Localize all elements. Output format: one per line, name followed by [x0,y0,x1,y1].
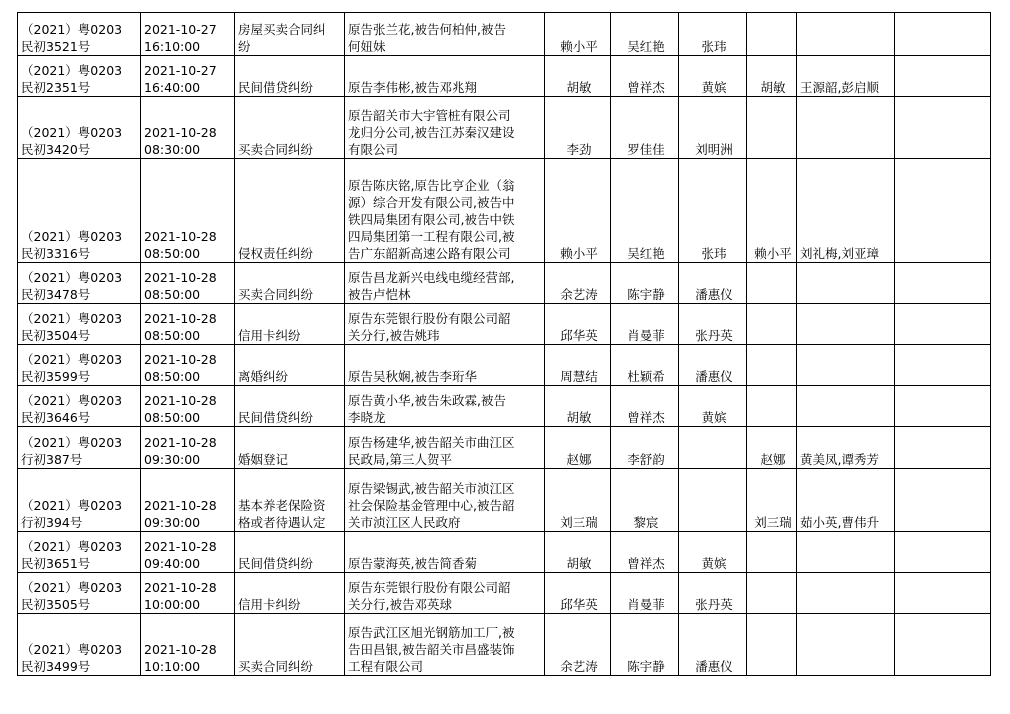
case-number-cell: （2021）粤0203 民初3316号 [18,159,141,263]
panel-members-cell [797,263,895,304]
table-row [18,614,991,676]
clerk-cell: 潘惠仪 [679,345,747,386]
clerk-cell: 张玮 [679,159,747,263]
presiding-judge-cell [747,304,797,345]
case-cause-cell: 基本养老保险资 格或者待遇认定 [235,469,345,532]
table-row [18,263,991,304]
table-row [18,469,991,532]
case-cause-cell: 侵权责任纠纷 [235,159,345,263]
presiding-judge-cell: 胡敏 [747,56,797,97]
presiding-judge-cell [747,263,797,304]
panel-members-cell: 刘礼梅,刘亚璋 [797,159,895,263]
blank-cell [895,386,991,427]
parties-cell: 原告梁锡武,被告韶关市浈江区 社会保险基金管理中心,被告韶 关市浈江区人民政府 [345,469,545,532]
clerk-cell: 黄嫔 [679,532,747,573]
case-number-cell: （2021）粤0203 民初3646号 [18,386,141,427]
parties-cell: 原告韶关市大宇管桩有限公司 龙归分公司,被告江苏秦汉建设 有限公司 [345,97,545,159]
assistant-cell: 李舒韵 [611,427,679,469]
assistant-cell: 吴红艳 [611,159,679,263]
hearing-time-cell: 2021-10-28 08:30:00 [141,97,235,159]
blank-cell [895,469,991,532]
clerk-cell: 刘明洲 [679,97,747,159]
panel-members-cell: 黄美凤,谭秀芳 [797,427,895,469]
blank-cell [895,614,991,676]
case-number-cell: （2021）粤0203 民初3651号 [18,532,141,573]
panel-members-cell [797,304,895,345]
case-cause-cell: 信用卡纠纷 [235,304,345,345]
parties-cell: 原告张兰花,被告何柏仲,被告 何妞妹 [345,13,545,56]
judge-cell: 赖小平 [545,159,611,263]
presiding-judge-cell: 赵娜 [747,427,797,469]
case-cause-cell: 买卖合同纠纷 [235,614,345,676]
hearing-time-cell: 2021-10-28 09:30:00 [141,427,235,469]
blank-cell [895,345,991,386]
table-row [18,97,991,159]
table-row [18,56,991,97]
presiding-judge-cell [747,345,797,386]
presiding-judge-cell: 赖小平 [747,159,797,263]
hearing-time-cell: 2021-10-27 16:40:00 [141,56,235,97]
hearing-time-cell: 2021-10-27 16:10:00 [141,13,235,56]
case-number-cell: （2021）粤0203 民初3504号 [18,304,141,345]
parties-cell: 原告东莞银行股份有限公司韶 关分行,被告邓英球 [345,573,545,614]
case-number-cell: （2021）粤0203 民初3499号 [18,614,141,676]
parties-cell: 原告昌龙新兴电线电缆经营部, 被告卢恺林 [345,263,545,304]
assistant-cell: 曾祥杰 [611,386,679,427]
case-cause-cell: 民间借贷纠纷 [235,532,345,573]
parties-cell: 原告李伟彬,被告邓兆翔 [345,56,545,97]
assistant-cell: 罗佳佳 [611,97,679,159]
panel-members-cell [797,386,895,427]
panel-members-cell [797,614,895,676]
judge-cell: 邱华英 [545,304,611,345]
presiding-judge-cell: 刘三瑞 [747,469,797,532]
parties-cell: 原告陈庆铭,原告比亨企业（翁 源）综合开发有限公司,被告中 铁四局集团有限公司,被告中铁 四局集团第一工程有限公司,被 告广东韶新高速公路有限公司 [345,159,545,263]
clerk-cell: 潘惠仪 [679,614,747,676]
panel-members-cell [797,13,895,56]
case-cause-cell: 民间借贷纠纷 [235,56,345,97]
case-number-cell: （2021）粤0203 民初3521号 [18,13,141,56]
panel-members-cell [797,97,895,159]
hearing-time-cell: 2021-10-28 08:50:00 [141,386,235,427]
clerk-cell: 黄嫔 [679,386,747,427]
assistant-cell: 黎宸 [611,469,679,532]
hearing-time-cell: 2021-10-28 08:50:00 [141,345,235,386]
clerk-cell: 黄嫔 [679,56,747,97]
clerk-cell [679,427,747,469]
table-body [18,13,991,676]
clerk-cell: 张丹英 [679,573,747,614]
assistant-cell: 吴红艳 [611,13,679,56]
clerk-cell: 潘惠仪 [679,263,747,304]
assistant-cell: 曾祥杰 [611,56,679,97]
presiding-judge-cell [747,13,797,56]
presiding-judge-cell [747,97,797,159]
judge-cell: 赖小平 [545,13,611,56]
table-row [18,345,991,386]
assistant-cell: 陈宇静 [611,614,679,676]
presiding-judge-cell [747,573,797,614]
case-number-cell: （2021）粤0203 行初394号 [18,469,141,532]
clerk-cell: 张玮 [679,13,747,56]
case-number-cell: （2021）粤0203 民初3505号 [18,573,141,614]
blank-cell [895,263,991,304]
panel-members-cell [797,345,895,386]
case-cause-cell: 买卖合同纠纷 [235,97,345,159]
presiding-judge-cell [747,614,797,676]
clerk-cell: 张丹英 [679,304,747,345]
blank-cell [895,13,991,56]
assistant-cell: 杜颖希 [611,345,679,386]
panel-members-cell: 茹小英,曹伟升 [797,469,895,532]
judge-cell: 李劲 [545,97,611,159]
table-row [18,304,991,345]
case-cause-cell: 婚姻登记 [235,427,345,469]
judge-cell: 周慧结 [545,345,611,386]
parties-cell: 原告武江区旭光钢筋加工厂,被 告田昌银,被告韶关市昌盛装饰 工程有限公司 [345,614,545,676]
judge-cell: 胡敏 [545,386,611,427]
hearing-time-cell: 2021-10-28 10:10:00 [141,614,235,676]
judge-cell: 余艺涛 [545,263,611,304]
case-number-cell: （2021）粤0203 民初2351号 [18,56,141,97]
judge-cell: 刘三瑞 [545,469,611,532]
table-row [18,427,991,469]
table-row [18,532,991,573]
case-cause-cell: 买卖合同纠纷 [235,263,345,304]
assistant-cell: 肖曼菲 [611,304,679,345]
table-row [18,386,991,427]
table-row [18,573,991,614]
parties-cell: 原告蒙海英,被告简香菊 [345,532,545,573]
panel-members-cell [797,573,895,614]
panel-members-cell: 王源韶,彭启顺 [797,56,895,97]
judge-cell: 赵娜 [545,427,611,469]
case-cause-cell: 民间借贷纠纷 [235,386,345,427]
judge-cell: 胡敏 [545,56,611,97]
hearing-time-cell: 2021-10-28 09:30:00 [141,469,235,532]
hearing-time-cell: 2021-10-28 08:50:00 [141,304,235,345]
judge-cell: 邱华英 [545,573,611,614]
case-cause-cell: 信用卡纠纷 [235,573,345,614]
clerk-cell [679,469,747,532]
blank-cell [895,573,991,614]
table-row [18,159,991,263]
parties-cell: 原告东莞银行股份有限公司韶 关分行,被告姚玮 [345,304,545,345]
case-number-cell: （2021）粤0203 民初3599号 [18,345,141,386]
blank-cell [895,532,991,573]
case-number-cell: （2021）粤0203 民初3478号 [18,263,141,304]
parties-cell: 原告杨建华,被告韶关市曲江区 民政局,第三人贺平 [345,427,545,469]
hearing-time-cell: 2021-10-28 10:00:00 [141,573,235,614]
presiding-judge-cell [747,386,797,427]
hearing-time-cell: 2021-10-28 08:50:00 [141,263,235,304]
judge-cell: 余艺涛 [545,614,611,676]
blank-cell [895,304,991,345]
blank-cell [895,56,991,97]
hearing-time-cell: 2021-10-28 08:50:00 [141,159,235,263]
blank-cell [895,97,991,159]
judge-cell: 胡敏 [545,532,611,573]
blank-cell [895,159,991,263]
case-cause-cell: 离婚纠纷 [235,345,345,386]
case-cause-cell: 房屋买卖合同纠 纷 [235,13,345,56]
parties-cell: 原告黄小华,被告朱政霖,被告 李晓龙 [345,386,545,427]
hearing-time-cell: 2021-10-28 09:40:00 [141,532,235,573]
case-number-cell: （2021）粤0203 民初3420号 [18,97,141,159]
assistant-cell: 曾祥杰 [611,532,679,573]
parties-cell: 原告吴秋娴,被告李珩华 [345,345,545,386]
table-row [18,13,991,56]
presiding-judge-cell [747,532,797,573]
panel-members-cell [797,532,895,573]
case-number-cell: （2021）粤0203 行初387号 [18,427,141,469]
blank-cell [895,427,991,469]
assistant-cell: 肖曼菲 [611,573,679,614]
assistant-cell: 陈宇静 [611,263,679,304]
hearing-schedule-table [17,12,991,676]
